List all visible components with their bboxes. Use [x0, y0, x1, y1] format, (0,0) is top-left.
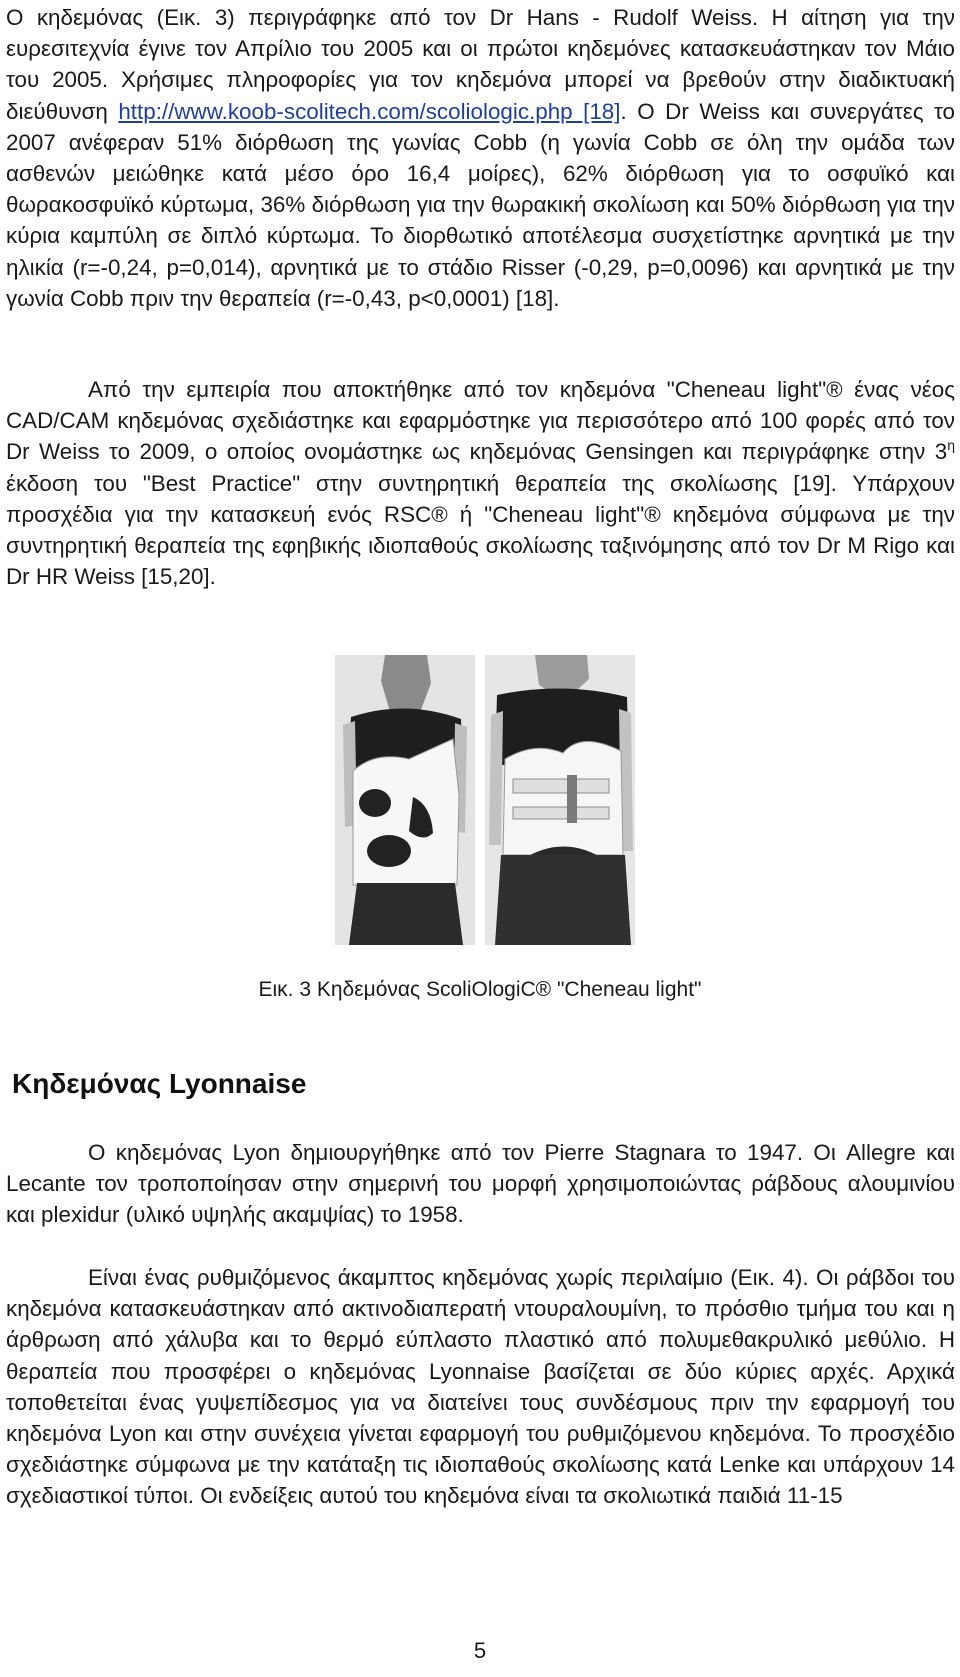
paragraph-cheneau-light-description	[6, 2, 955, 314]
reference-link[interactable]: http://www.koob-scolitech.com/scoliologic.php [18]	[118, 98, 621, 124]
section-heading: Κηδεμόνας Lyonnaise	[12, 1068, 307, 1099]
superscript: η	[947, 437, 955, 454]
brace-photo-back-view	[335, 655, 475, 945]
paragraph-text: Από την εμπειρία που αποκτήθηκε από τον κηδεμόνα "Cheneau light"® ένας νέος CAD/CAM κηδεμόνας σχεδιάστηκε και εφαρμόστηκε για περισσότερο από 100 φορές από τον Dr Weiss το 2009, ο οποίος ονομάστηκε ως κηδεμόνας Gensingen και περιγράφηκε στην 3	[6, 377, 955, 465]
paragraph-text: έκδοση του "Best Practice" στην συντηρητική θεραπεία της σκολίωσης [19]. Υπάρχουν προσχέδια για την κατασκευή ενός RSC® ή "Cheneau light"® κηδεμόνα σύμφωνα με την συντηρητική θεραπεία της εφηβικής ιδιοπαθούς σκολίωσης ταξινόμησης από τον Dr M Rigo και Dr HR Weiss [15,20].	[6, 470, 955, 590]
paragraph-text: Ο κηδεμόνας (Εικ. 3) περιγράφηκε από τον Dr Hans - Rudolf Weiss. Η αίτηση για την ευρεσιτεχνία έγινε τον Απρίλιο του 2005 και οι πρώτοι κηδεμόνες κατασκευάστηκαν τον Μάιο του 2005. Χρήσιμες πληροφορίες για τον κηδεμόνα μπορεί να βρεθούν στην διαδικτυακή διεύθυνση	[6, 5, 955, 124]
paragraph-gensingen-brace	[6, 374, 955, 592]
brace-photo	[335, 655, 635, 945]
paragraph-lyon-brace-history: Ο κηδεμόνας Lyon δημιουργήθηκε από τον Pierre Stagnara το 1947. Οι Allegre και Lecante τον τροποποίησαν στην σημερινή του μορφή χρησιμοποιώντας ράβδους αλουμινίου και plexidur (υλικό υψηλής ακαμψίας) το 1958.	[6, 1140, 955, 1228]
page-number: 5	[473, 1638, 487, 1663]
paragraph-lyon-brace-description: Είναι ένας ρυθμιζόμενος άκαμπτος κηδεμόνας χωρίς περιλαίμιο (Εικ. 4). Οι ράβδοι του κηδεμόνα κατασκευάστηκαν από ακτινοδιαπερατή ντουραλουμίνη, το πρόσθιο τμήμα του και η άρθρωση από χάλυβα και το θερμό εύπλαστο πλαστικό από πολυμεθακρυλικό μεθύλιο. Η θεραπεία που προσφέρει ο κηδεμόνας Lyonnaise βασίζεται σε δύο κύριες αρχές. Αρχικά τοποθετείται ένας γυψεπίδεσμος για να διατείνει τους συνδέσμους πριν την εφαρμογή του κηδεμόνα Lyon και στην συνέχεια γίνεται εφαρμογή του ρυθμιζόμενου κηδεμόνα. Το προσχέδιο σχεδιάστηκε σύμφωνα με την κατάταξη τις ιδιοπαθούς σκολίωσης κατά Lenke και υπάρχουν 14 σχεδιαστικοί τύποι. Οι ενδείξεις αυτού του κηδεμόνα είναι τα σκολιωτικά παιδιά 11-15	[6, 1265, 955, 1509]
figure-caption: Εικ. 3 Κηδεμόνας ScoliOlogiC® "Cheneau light"	[258, 978, 702, 1001]
brace-photo-figure	[335, 655, 635, 945]
brace-photo-front-view	[485, 655, 635, 945]
paragraph-text: . Ο Dr Weiss και συνεργάτες το 2007 ανέφεραν 51% διόρθωση της γωνίας Cobb (η γωνία Cobb σε όλη την ομάδα των ασθενών μειώθηκε κατά μέσο όρο 16,4 μοίρες), 62% διόρθωση για το οσφυϊκό και θωρακοσφυϊκό κύρτωμα, 36% διόρθωση για την θωρακική σκολίωση και 50% διόρθωση για την κύρια καμπύλη σε διπλό κύρτωμα. Το διορθωτικό αποτέλεσμα συσχετίστηκε αρνητικά με την ηλικία (r=-0,24, p=0,014), αρνητικά με το στάδιο Risser (-0,29, p=0,0096) και αρνητικά με την γωνία Cobb πριν την θεραπεία (r=-0,43, p<0,0001) [18].	[6, 98, 955, 311]
